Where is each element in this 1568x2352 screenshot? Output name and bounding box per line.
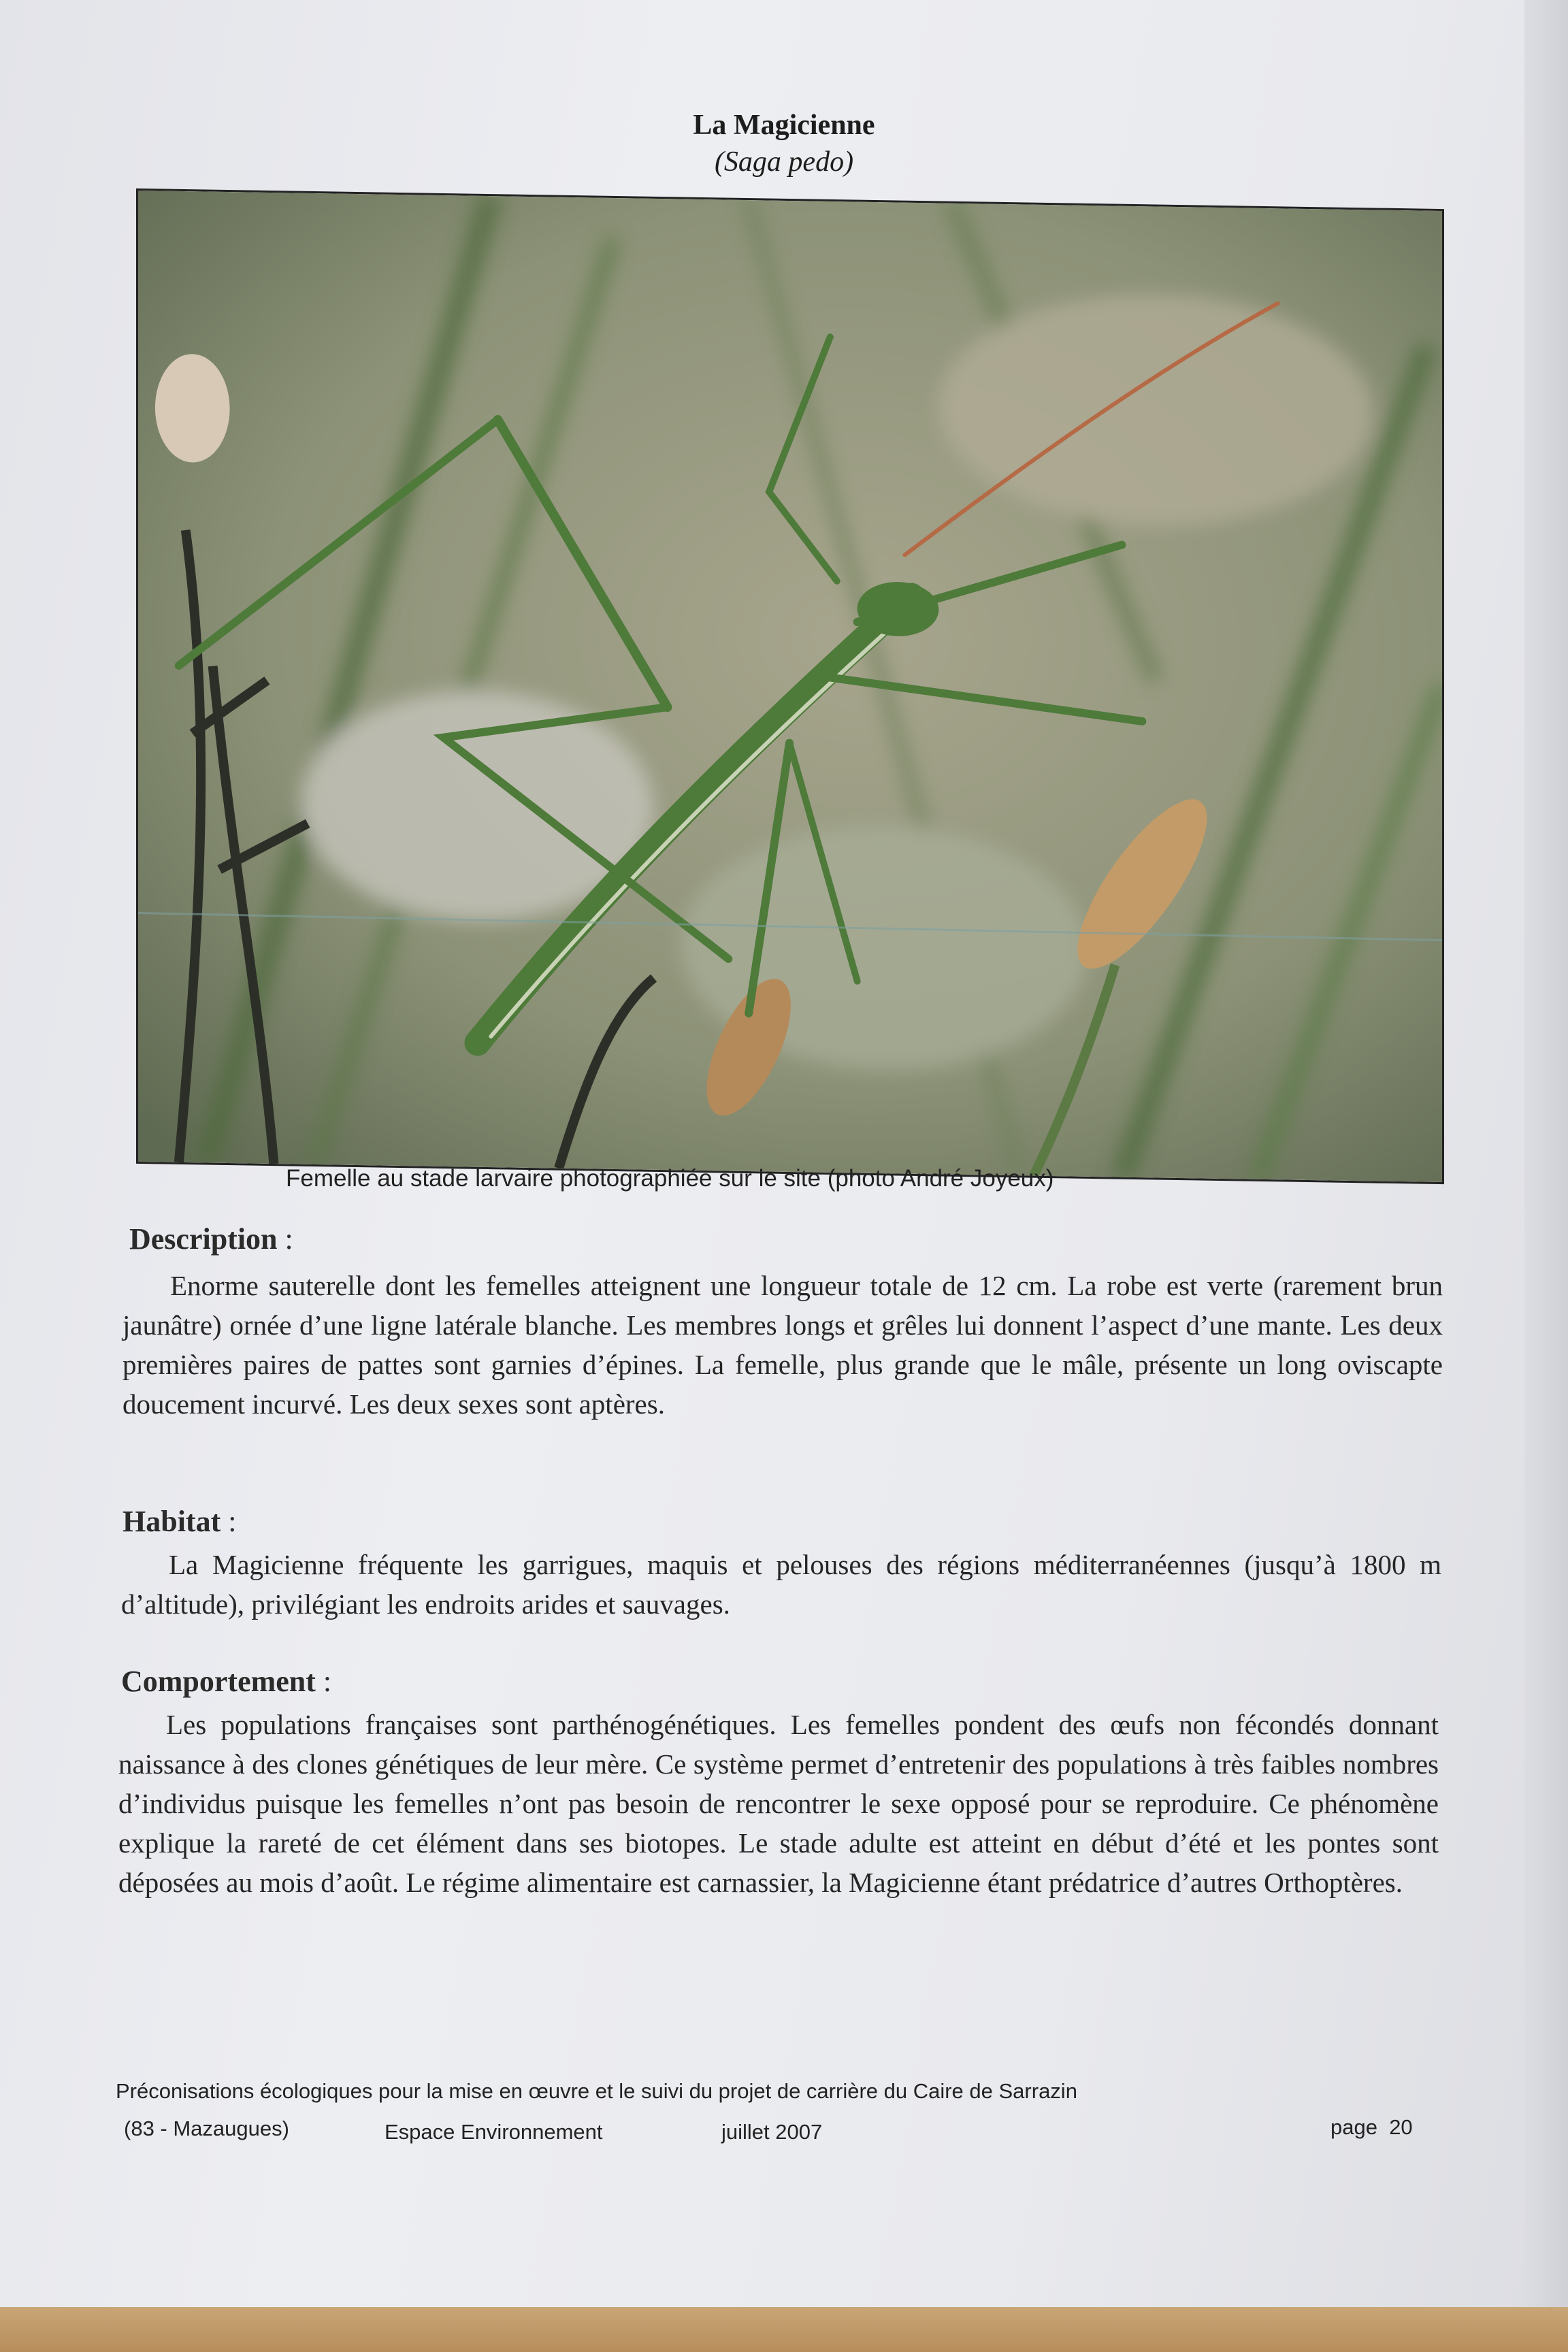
document-title: La Magicienne — [693, 110, 875, 141]
comportement-heading — [121, 1664, 331, 1699]
photo-caption: Femelle au stade larvaire photographiée sur le site (photo André Joyeux) — [286, 1165, 1054, 1192]
description-text: Enorme sauterelle dont les femelles atteignent une longueur totale de 12 cm. La robe est verte (rarement brun jaunâtre) ornée d’une ligne latérale blanche. Les membres longs et grêles lui donnent l’aspect d’une mante. Les deux premières paires de pattes sont garnies d’épines. La femelle, plus grande que le mâle, présente un long oviscapte doucement incurvé. Les deux sexes sont aptères. — [122, 1270, 1443, 1420]
footer-organization: Espace Environnement — [385, 2120, 603, 2144]
footer-location: (83 - Mazaugues) — [124, 2117, 289, 2140]
footer-page-number: page 20 — [1330, 2115, 1413, 2139]
habitat-heading — [122, 1504, 236, 1539]
habitat-heading-colon: : — [228, 1505, 237, 1538]
comportement-heading-label: Comportement — [121, 1665, 316, 1698]
insect-photo — [136, 189, 1444, 1184]
footer-date: juillet 2007 — [721, 2120, 823, 2144]
comportement-heading-colon: : — [323, 1665, 332, 1698]
habitat-heading-label: Habitat — [122, 1505, 221, 1538]
title-block — [0, 109, 1568, 178]
comportement-text: Les populations françaises sont parthénogénétiques. Les femelles pondent des œufs non fécondés donnant naissance à des clones génétiques de leur mère. Ce système permet d’entretenir des populations à très faibles nombres d’individus puisque les femelles n’ont pas besoin de rencontrer le sexe opposé pour se reproduire. Ce phénomène explique la rareté de cet élément dans ses biotopes. Le stade adulte est atteint en début d’été et les pontes sont déposées au mois d’août. Le régime alimentaire est carnassier, la Magicienne étant prédatrice d’autres Orthoptères. — [118, 1709, 1439, 1898]
insect-photo-illustration — [138, 191, 1442, 1182]
description-heading — [129, 1222, 293, 1256]
document-subtitle: (Saga pedo) — [714, 146, 854, 178]
description-heading-colon: : — [284, 1222, 293, 1256]
habitat-text: La Magicienne fréquente les garrigues, maquis et pelouses des régions méditerranéennes (jusqu’à 1800 m d’altitude), privilégiant les endroits arides et sauvages. — [121, 1549, 1441, 1620]
table-surface — [0, 2307, 1568, 2352]
page-fold-shadow — [1524, 0, 1568, 2352]
footer-project-line: Préconisations écologiques pour la mise en œuvre et le suivi du projet de carrière du Caire de Sarrazin — [116, 2079, 1077, 2103]
description-heading-label: Description — [129, 1222, 278, 1256]
